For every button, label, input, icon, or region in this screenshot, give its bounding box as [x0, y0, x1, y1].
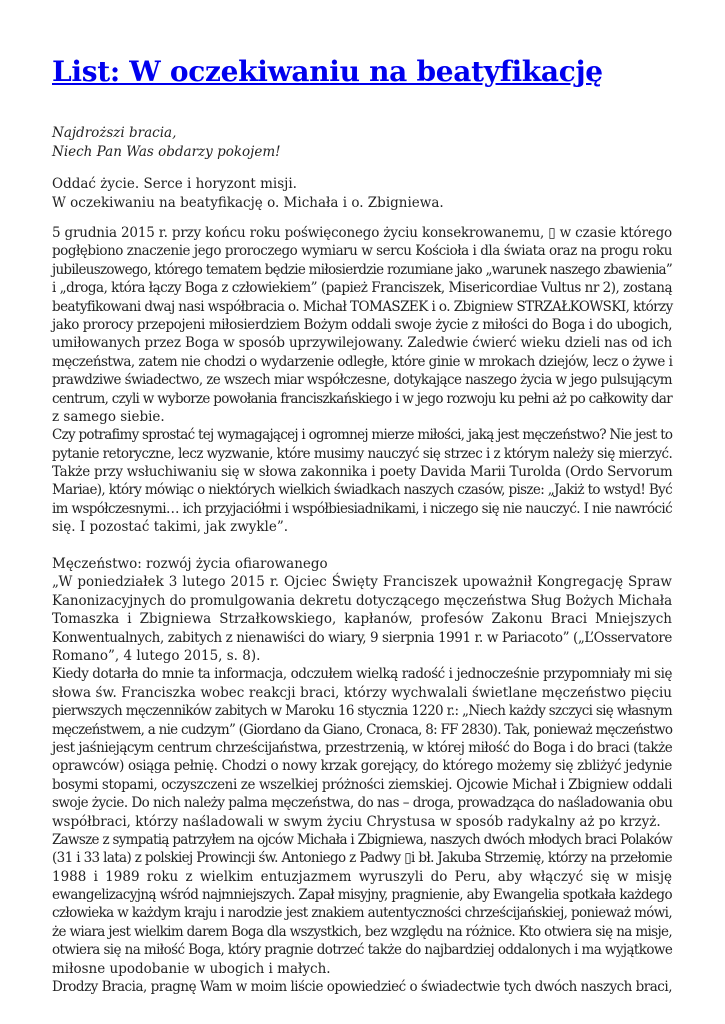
body-line: „W poniedziałek 3 lutego 2015 r. Ojciec Święty Franciszek upoważnił Kongregację Spraw: [52, 574, 672, 591]
body-line: Tomaszka i Zbigniewa Strzałkowskiego, kapłanów, profesów Zakonu Braci Mniejszych: [52, 611, 672, 628]
body-line: Męczeństwo: rozwój życia ofiarowanego: [52, 556, 328, 573]
body-line: i „droga, która łączy Boga z człowiekiem” (papież Franciszek, Misericordiae Vultus nr 2), zostaną: [52, 280, 672, 297]
body-line: współbraci, którzy naśladowali w swym życiu Chrystusa w sposób radykalny aż po krzyż.: [52, 813, 661, 830]
article-title-link[interactable]: List: W oczekiwaniu na beatyfikację: [52, 55, 603, 88]
body-line: z samego siebie.: [52, 408, 165, 425]
body-line: swoje życie. Do nich należy palma męczeństwa, do nas – droga, prowadząca do naśladowania obu: [52, 795, 673, 812]
body-line: Konwentualnych, zabitych z nienawiści do wiary, 9 sierpnia 1991 r. w Pariacoto” („L’Osservatore: [52, 629, 672, 646]
body-line: oprawców) osiąga pełnię. Chodzi o nowy krzak gorejący, do którego możemy się zbliżyć jedynie: [52, 758, 672, 775]
paragraph-gap: [52, 537, 672, 555]
body-line: Kiedy dotarła do mnie ta informacja, odczułem wielką radość i jednocześnie przypomniały mi się: [52, 666, 672, 683]
body-line: Romano”, 4 lutego 2015, s. 8).: [52, 647, 261, 664]
greeting-line: Niech Pan Was obdarzy pokojem!: [52, 143, 281, 160]
body-line: umiłowanych przez Boga w sposób uprzywilejowany. Zaledwie ćwierć wieku dzieli nas od ich: [52, 335, 672, 352]
greeting: [52, 124, 672, 161]
body-line: jako prorocy przepojeni miłosierdziem Bożym oddali swoje życie z miłości do Boga i do ubogich,: [52, 316, 673, 333]
body-line: miłosne upodobanie w ubogich i małych.: [52, 960, 331, 977]
body-line: beatyfikowani dwaj nasi współbracia o. Michał TOMASZEK i o. Zbigniew STRZAŁKOWSKI, którzy: [52, 298, 673, 315]
body-line: Kanonizacyjnych do promulgowania dekretu dotyczącego męczeństwa Sług Bożych Michała: [52, 592, 672, 609]
body-line: centrum, czyli w wyborze powołania franciszkańskiego i w jego rozwoju ku pełni aż po całkowity dar: [52, 390, 672, 407]
body-line: pytanie retoryczne, lecz wyzwanie, które musimy nauczyć się strzec i z którym należy się mierzyć.: [52, 445, 673, 462]
greeting-line: Najdroższi bracia,: [52, 125, 177, 141]
body-line: że wiara jest wielkim darem Boga dla wszystkich, bez względu na różnice. Kto otwiera się na misje,: [52, 923, 672, 940]
body-line: Także przy wsłuchiwaniu się w słowa zakonnika i poety Davida Marii Turolda (Ordo Servorum: [52, 464, 673, 481]
body-line: otwiera się na miłość Boga, który pragnie dotrzeć także do najbardziej oddalonych i ma wyjątkowe: [52, 942, 673, 959]
body-line: Mariae), który mówiąc o niektórych wielkich świadkach naszych czasów, pisze: „Jakiż to wstyd! Być: [52, 482, 672, 499]
body-line: jubileuszowego, którego tematem będzie miłosierdzie rozumiane jako „warunek naszego zbawienia”: [52, 261, 673, 278]
body-line: męczeństwa, zatem nie chodzi o wydarzenie odległe, które ginie w mrokach dziejów, lecz o żywe i: [52, 353, 673, 370]
body-text: [52, 224, 672, 996]
body-line: pogłębiono znaczenie jego proroczego wymiaru w sercu Kościoła i dla świata oraz na progu roku: [52, 243, 672, 260]
body-line: jest jaśniejącym centrum chrześcijaństwa, przestrzenią, w której miłość do Boga i do braci (także: [52, 739, 673, 756]
body-line: człowieka w każdym kraju i narodzie jest znakiem autentyczności chrześcijańskiej, ponieważ mówi,: [52, 905, 672, 922]
body-line: 1988 i 1989 roku z wielkim entuzjazmem wyruszyli do Peru, aby włączyć się w misję: [52, 868, 672, 885]
body-line: Zawsze z sympatią patrzyłem na ojców Michała i Zbigniewa, naszych dwóch młodych braci Polaków: [52, 831, 672, 848]
intro-line: Oddać życie. Serce i horyzont misji.: [52, 176, 297, 192]
intro-line: W oczekiwaniu na beatyfikację o. Michała i o. Zbigniewa.: [52, 194, 444, 211]
body-line: bosymi stopami, oczyszczeni ze wszelkiej próżności ziemskiej. Ojcowie Michał i Zbigniew oddali: [52, 776, 672, 793]
body-line: słowa św. Franciszka wobec reakcji braci, którzy wychwalali świetlane męczeństwo pięciu: [52, 684, 672, 701]
body-line: ewangelizacyjną wśród najmniejszych. Zapał misyjny, pragnienie, aby Ewangelia spotkała każdego: [52, 887, 672, 904]
body-line: Czy potrafimy sprostać tej wymagającej i ogromnej mierze miłości, jaką jest męczeństwo? Nie jest to: [52, 427, 673, 444]
body-line: im współczesnymi… ich przyjaciółmi i współbiesiadnikami, i niczego się nie nauczyć. I nie nawrócić: [52, 500, 672, 517]
body-line: męczeństwem, a nie cudzym” (Giordano da Giano, Cronaca, 8: FF 2830). Tak, ponieważ męczeństwo: [52, 721, 673, 738]
body-line: pierwszych męczenników zabitych w Maroku 16 stycznia 1220 r.: „Niech każdy szczyci się własnym: [52, 703, 672, 720]
body-line: Drodzy Bracia, pragnę Wam w moim liście opowiedzieć o świadectwie tych dwóch naszych braci,: [52, 979, 672, 996]
body-line: 5 grudnia 2015 r. przy końcu roku poświęconego życiu konsekrowanemu, ▯ w czasie którego: [52, 225, 672, 241]
body-line: (31 i 33 lata) z polskiej Prowincji św. Antoniego z Padwy ▯i bł. Jakuba Strzemię, którzy na przełomie: [52, 850, 672, 867]
body-line: prawdziwe świadectwo, ze wszech miar współczesne, dotykające naszego życia w jego pulsującym: [52, 372, 672, 389]
body-line: się. I pozostać takimi, jak zwykle”.: [52, 519, 289, 536]
intro: [52, 175, 672, 212]
